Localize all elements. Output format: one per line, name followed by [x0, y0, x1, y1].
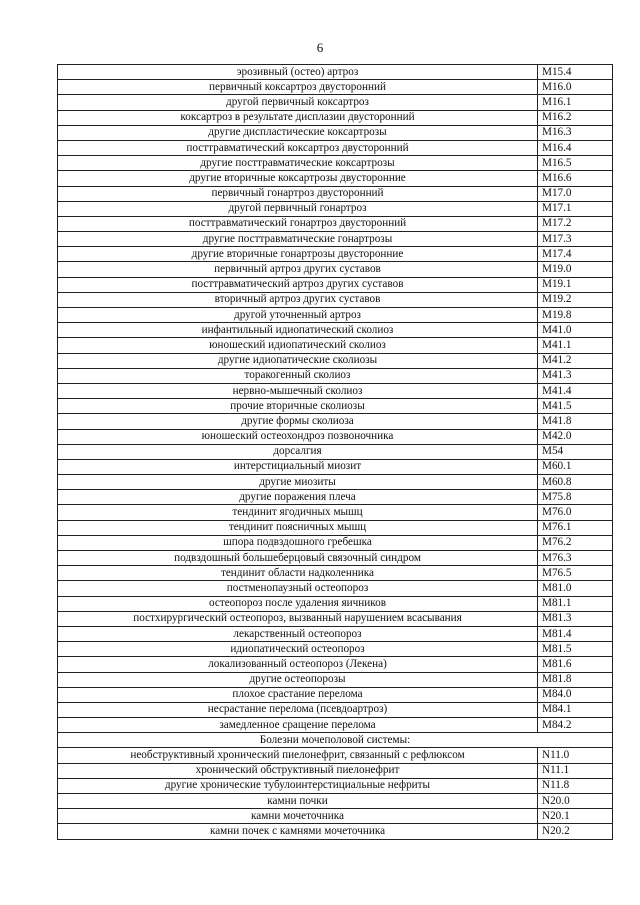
table-row: [58, 383, 613, 398]
table-row: [58, 232, 613, 247]
diagnosis-name: хронический обструктивный пиелонефрит: [58, 763, 538, 778]
icd-code: M41.1: [538, 338, 613, 353]
diagnosis-name: другие формы сколиоза: [58, 414, 538, 429]
icd-code: M41.3: [538, 368, 613, 383]
table-row: [58, 140, 613, 155]
diagnosis-name: другие посттравматические коксартрозы: [58, 156, 538, 171]
diagnosis-name: посттравматический артроз других суставов: [58, 277, 538, 292]
icd-code: M41.8: [538, 414, 613, 429]
icd-code: M17.4: [538, 247, 613, 262]
diagnosis-name: прочие вторичные сколиозы: [58, 399, 538, 414]
icd-code: M17.0: [538, 186, 613, 201]
icd-code: M54: [538, 444, 613, 459]
icd-code: M16.2: [538, 110, 613, 125]
icd-code: M84.2: [538, 718, 613, 733]
icd-code: N11.0: [538, 748, 613, 763]
icd-code: M76.1: [538, 520, 613, 535]
icd-code: M81.8: [538, 672, 613, 687]
table-body: [58, 65, 613, 840]
icd-code: M16.0: [538, 80, 613, 95]
table-row: [58, 611, 613, 626]
diagnosis-name: другие диспластические коксартрозы: [58, 125, 538, 140]
table-row: [58, 414, 613, 429]
diagnosis-name: локализованный остеопороз (Лекена): [58, 657, 538, 672]
table-row: [58, 626, 613, 641]
diagnosis-name: тендинит поясничных мышц: [58, 520, 538, 535]
diagnosis-name: камни почки: [58, 794, 538, 809]
diagnosis-name: другие идиопатические сколиозы: [58, 353, 538, 368]
icd-code: M16.5: [538, 156, 613, 171]
icd-code: M19.0: [538, 262, 613, 277]
table-row: [58, 687, 613, 702]
diagnosis-name: замедленное сращение перелома: [58, 718, 538, 733]
diagnosis-name: инфантильный идиопатический сколиоз: [58, 323, 538, 338]
icd-code: M41.5: [538, 399, 613, 414]
diagnosis-name: камни почек с камнями мочеточника: [58, 824, 538, 839]
table-row: [58, 262, 613, 277]
diagnosis-name: юношеский идиопатический сколиоз: [58, 338, 538, 353]
table-row: [58, 657, 613, 672]
table-row: [58, 353, 613, 368]
table-row: [58, 247, 613, 262]
icd-code: M84.1: [538, 702, 613, 717]
icd-code: M15.4: [538, 65, 613, 80]
table-row: [58, 368, 613, 383]
icd-code: M16.3: [538, 125, 613, 140]
table-row: [58, 323, 613, 338]
icd-code: M60.1: [538, 459, 613, 474]
page-number: 6: [316, 40, 324, 55]
table-row: [58, 763, 613, 778]
diagnosis-name: тендинит области надколенника: [58, 566, 538, 581]
diagnosis-name: подвздошный большеберцовый связочный синдром: [58, 551, 538, 566]
icd-code: M75.8: [538, 490, 613, 505]
table-row: [58, 581, 613, 596]
icd-code: M84.0: [538, 687, 613, 702]
table-row: [58, 459, 613, 474]
diagnosis-name: постменопаузный остеопороз: [58, 581, 538, 596]
icd-code: M81.4: [538, 626, 613, 641]
table-row: [58, 399, 613, 414]
table-row: [58, 809, 613, 824]
table-row: [58, 186, 613, 201]
table-row: [58, 520, 613, 535]
icd-code: M81.5: [538, 642, 613, 657]
table-row: [58, 702, 613, 717]
table-row: [58, 505, 613, 520]
table-row: [58, 551, 613, 566]
icd-code: M76.3: [538, 551, 613, 566]
icd-code: M16.4: [538, 140, 613, 155]
diagnosis-name: другой первичный коксартроз: [58, 95, 538, 110]
table-row: [58, 338, 613, 353]
icd-code: M41.4: [538, 383, 613, 398]
icd-code: M16.6: [538, 171, 613, 186]
icd-code: M19.2: [538, 292, 613, 307]
icd-code: M17.3: [538, 232, 613, 247]
icd-code: M41.0: [538, 323, 613, 338]
table-row: [58, 308, 613, 323]
diagnosis-name: вторичный артроз других суставов: [58, 292, 538, 307]
icd-code: M76.2: [538, 535, 613, 550]
icd-code: N20.0: [538, 794, 613, 809]
table-row: [58, 80, 613, 95]
diagnosis-name: первичный артроз других суставов: [58, 262, 538, 277]
diagnosis-name: другие хронические тубулоинтерстициальные нефриты: [58, 778, 538, 793]
diagnosis-name: интерстициальный миозит: [58, 459, 538, 474]
diagnosis-name: другой уточненный артроз: [58, 308, 538, 323]
diagnosis-name: камни мочеточника: [58, 809, 538, 824]
diagnosis-name: посттравматический коксартроз двусторонний: [58, 140, 538, 155]
diagnosis-name: шпора подвздошного гребешка: [58, 535, 538, 550]
table-row: [58, 156, 613, 171]
diagnosis-name: первичный коксартроз двусторонний: [58, 80, 538, 95]
diagnosis-name: первичный гонартроз двусторонний: [58, 186, 538, 201]
diagnosis-name: идиопатический остеопороз: [58, 642, 538, 657]
diagnosis-name: другие поражения плеча: [58, 490, 538, 505]
diagnosis-name: тендинит ягодичных мышц: [58, 505, 538, 520]
diagnosis-name: дорсалгия: [58, 444, 538, 459]
diagnosis-name: другой первичный гонартроз: [58, 201, 538, 216]
diagnosis-name: посттравматический гонартроз двусторонний: [58, 216, 538, 231]
diagnosis-name: другие вторичные гонартрозы двусторонние: [58, 247, 538, 262]
icd-code: M19.1: [538, 277, 613, 292]
table-row: [58, 95, 613, 110]
diagnosis-name: нервно-мышечный сколиоз: [58, 383, 538, 398]
table-row: [58, 216, 613, 231]
icd-code: N11.8: [538, 778, 613, 793]
table-row: [58, 429, 613, 444]
icd-code: M19.8: [538, 308, 613, 323]
icd-code: M16.1: [538, 95, 613, 110]
diagnosis-name: лекарственный остеопороз: [58, 626, 538, 641]
icd-code: M17.1: [538, 201, 613, 216]
table-row: [58, 125, 613, 140]
table-row: [58, 444, 613, 459]
table-row: [58, 171, 613, 186]
table-row: [58, 110, 613, 125]
diagnosis-name: другие посттравматические гонартрозы: [58, 232, 538, 247]
table-row: [58, 672, 613, 687]
table-row: [58, 490, 613, 505]
icd-code: M41.2: [538, 353, 613, 368]
table-row: [58, 201, 613, 216]
diagnosis-name: другие миозиты: [58, 475, 538, 490]
diagnosis-name: другие вторичные коксартрозы двусторонние: [58, 171, 538, 186]
section-header-row: [58, 733, 613, 748]
icd-code: N11.1: [538, 763, 613, 778]
table-row: [58, 596, 613, 611]
icd-code: M81.0: [538, 581, 613, 596]
icd-code: M76.0: [538, 505, 613, 520]
table-row: [58, 794, 613, 809]
table-row: [58, 566, 613, 581]
table-row: [58, 824, 613, 839]
diagnosis-name: необструктивный хронический пиелонефрит, связанный с рефлюксом: [58, 748, 538, 763]
table-row: [58, 535, 613, 550]
diagnosis-name: эрозивный (остео) артроз: [58, 65, 538, 80]
icd-code: M17.2: [538, 216, 613, 231]
diagnosis-name: коксартроз в результате дисплазии двусторонний: [58, 110, 538, 125]
table-row: [58, 65, 613, 80]
diagnosis-name: юношеский остеохондроз позвоночника: [58, 429, 538, 444]
table-row: [58, 292, 613, 307]
diagnosis-name: несрастание перелома (псевдоартроз): [58, 702, 538, 717]
table-row: [58, 277, 613, 292]
section-title: Болезни мочеполовой системы:: [58, 733, 613, 748]
icd-code: M81.3: [538, 611, 613, 626]
icd-code: M76.5: [538, 566, 613, 581]
icd-code: M42.0: [538, 429, 613, 444]
table-row: [58, 748, 613, 763]
diagnosis-name: остеопороз после удаления яичников: [58, 596, 538, 611]
diagnosis-name: торакогенный сколиоз: [58, 368, 538, 383]
table-row: [58, 778, 613, 793]
table-row: [58, 475, 613, 490]
icd-code: M81.1: [538, 596, 613, 611]
icd-code: M81.6: [538, 657, 613, 672]
table-row: [58, 718, 613, 733]
icd-code: N20.1: [538, 809, 613, 824]
diagnosis-name: другие остеопорозы: [58, 672, 538, 687]
icd-code: M60.8: [538, 475, 613, 490]
diagnosis-name: плохое срастание перелома: [58, 687, 538, 702]
icd-code: N20.2: [538, 824, 613, 839]
table-row: [58, 642, 613, 657]
diagnosis-name: постхирургический остеопороз, вызванный нарушением всасывания: [58, 611, 538, 626]
diagnosis-code-table: [57, 64, 613, 840]
